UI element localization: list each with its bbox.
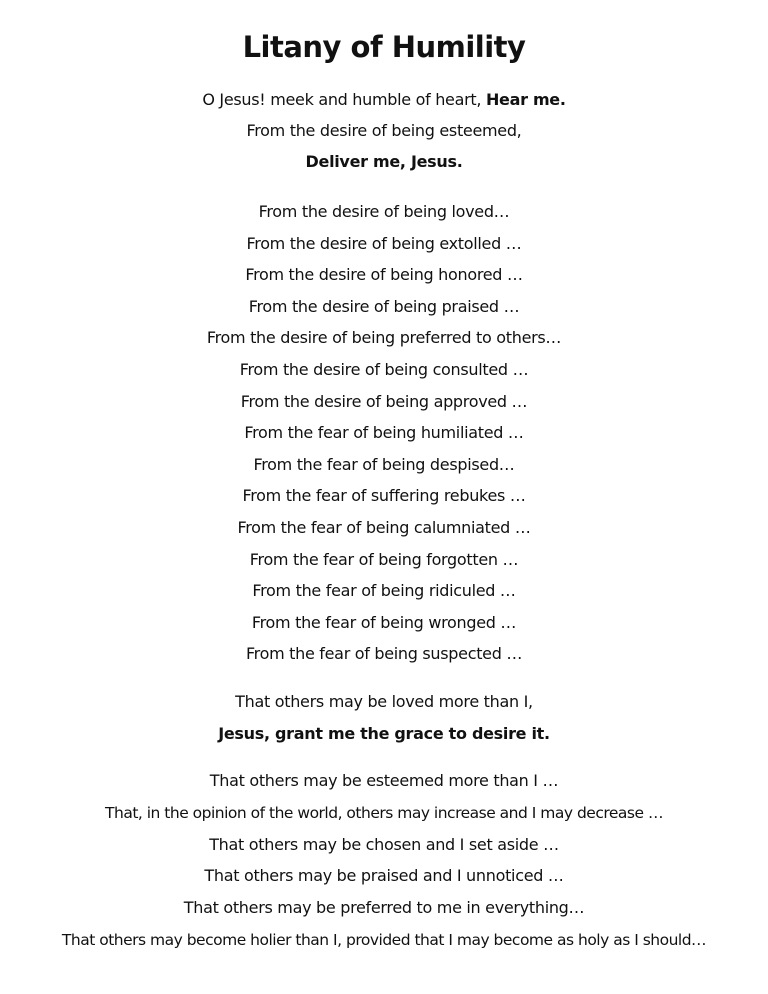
petition-line: From the desire of being consulted … [239,360,529,379]
petition-line: That others may be esteemed more than I … [209,771,559,790]
petition-line: From the desire of being honored … [245,265,523,285]
petition-line: From the fear of being suspected … [245,644,523,664]
petition-line: From the desire of being approved … [240,391,528,411]
petition-line: That others may be praised and I unnoticed … [204,866,564,886]
petition-line: That, in the opinion of the world, others may increase and I may decrease … [105,803,663,822]
grant-line: That others may be loved more than I, [235,692,533,711]
petition-line: From the fear of being wronged … [251,612,517,632]
intro-response-hear-me: Hear me. [485,90,566,109]
intro-line-2: From the desire of being esteemed, [246,121,522,140]
intro-line-1 [0,89,768,111]
intro-invocation: O Jesus! meek and humble of heart, [202,90,486,109]
petition-line: From the fear of being humiliated … [244,423,524,443]
petition-line: From the desire of being preferred to others… [206,328,562,348]
petition-line: From the desire of being loved… [258,202,510,221]
petition-line: That others may be chosen and I set aside … [209,834,559,854]
petition-line: From the fear of being despised… [253,454,515,474]
petition-line: From the fear of being calumniated … [237,518,531,537]
page-title: Litany of Humility [242,30,526,64]
petition-line: From the fear of being ridiculed … [252,581,516,601]
petition-line: From the desire of being praised … [248,296,520,316]
petition-line: From the fear of being forgotten … [249,549,519,569]
petition-line: From the desire of being extolled … [246,233,522,253]
petition-line: From the fear of suffering rebukes … [242,486,526,506]
deliver-response: Deliver me, Jesus. [305,152,463,171]
petition-line: That others may be preferred to me in everything… [183,898,585,918]
grant-response: Jesus, grant me the grace to desire it. [218,724,550,743]
petition-line: That others may become holier than I, provided that I may become as holy as I should… [61,931,707,949]
